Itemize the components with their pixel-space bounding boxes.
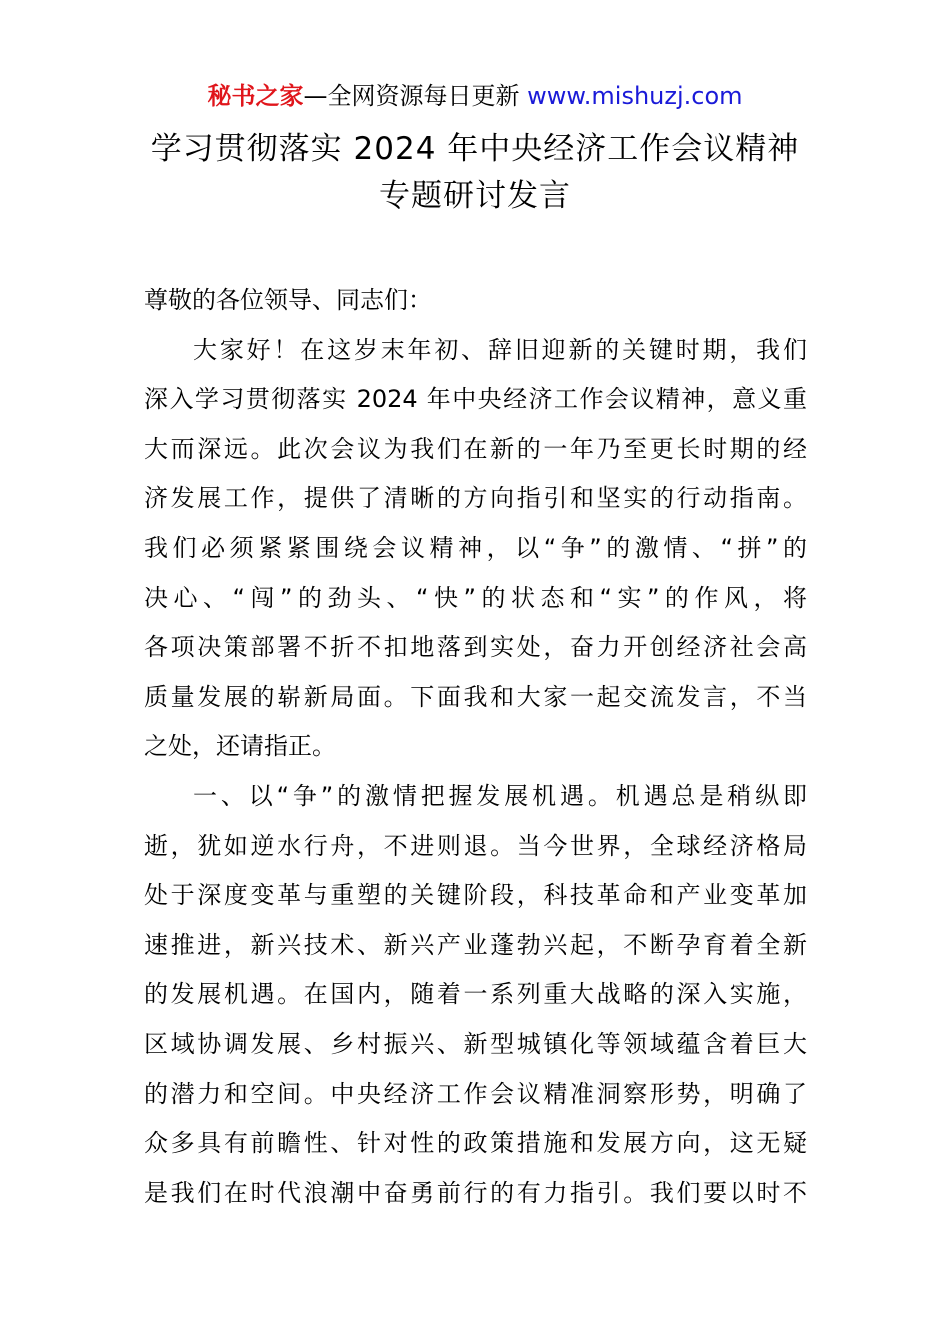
paragraph-1-line: 济发展工作，提供了清晰的方向指引和坚实的行动指南。 [144,484,807,513]
document-title-line-1: 学习贯彻落实 2024 年中央经济工作会议精神 [150,131,800,167]
paragraph-2-line: 是我们在时代浪潮中奋勇前行的有力指引。我们要以时不 [144,1178,807,1207]
document-body [144,276,807,1218]
paragraph-2-line: 处于深度变革与重塑的关键阶段，科技革命和产业变革加 [144,881,807,910]
paragraph-2-line: 速推进，新兴技术、新兴产业蓬勃兴起，不断孕育着全新 [144,930,807,959]
paragraph-1-line: 各项决策部署不折不扣地落到实处，奋力开创经济社会高 [144,633,807,662]
paragraph-2-line: 的潜力和空间。中央经济工作会议精准洞察形势，明确了 [144,1079,807,1108]
paragraph-1-line: 深入学习贯彻落实 2024 年中央经济工作会议精神，意义重 [144,385,807,414]
site-url-link[interactable]: www.mishuzj.com [527,82,743,110]
paragraph-1-line: 大而深远。此次会议为我们在新的一年乃至更长时期的经 [144,434,807,463]
paragraph-1-line: 我们必须紧紧围绕会议精神，以“争”的激情、“拼”的 [144,533,807,562]
paragraph-1-line: 决心、“闯”的劲头、“快”的状态和“实”的作风，将 [144,583,807,612]
salutation: 尊敬的各位领导、同志们： [144,286,432,314]
paragraph-2-line: 一、以“争”的激情把握发展机遇。机遇总是稍纵即 [193,781,807,810]
document-title-line-2: 专题研讨发言 [379,178,571,214]
paragraph-1-line: 大家好！在这岁末年初、辞旧迎新的关键时期，我们 [193,335,807,364]
site-header [0,80,950,112]
site-tagline: —全网资源每日更新 [303,82,528,110]
paragraph-1-line: 质量发展的崭新局面。下面我和大家一起交流发言，不当 [144,682,807,711]
site-brand: 秘书之家 [207,82,304,110]
paragraph-2-line: 的发展机遇。在国内，随着一系列重大战略的深入实施， [144,980,807,1009]
paragraph-2-line: 众多具有前瞻性、针对性的政策措施和发展方向，这无疑 [144,1129,807,1158]
paragraph-1-line: 之处，还请指正。 [144,732,336,761]
paragraph-2-line: 逝，犹如逆水行舟，不进则退。当今世界，全球经济格局 [144,831,807,860]
paragraph-2-line: 区域协调发展、乡村振兴、新型城镇化等领域蕴含着巨大 [144,1029,807,1058]
